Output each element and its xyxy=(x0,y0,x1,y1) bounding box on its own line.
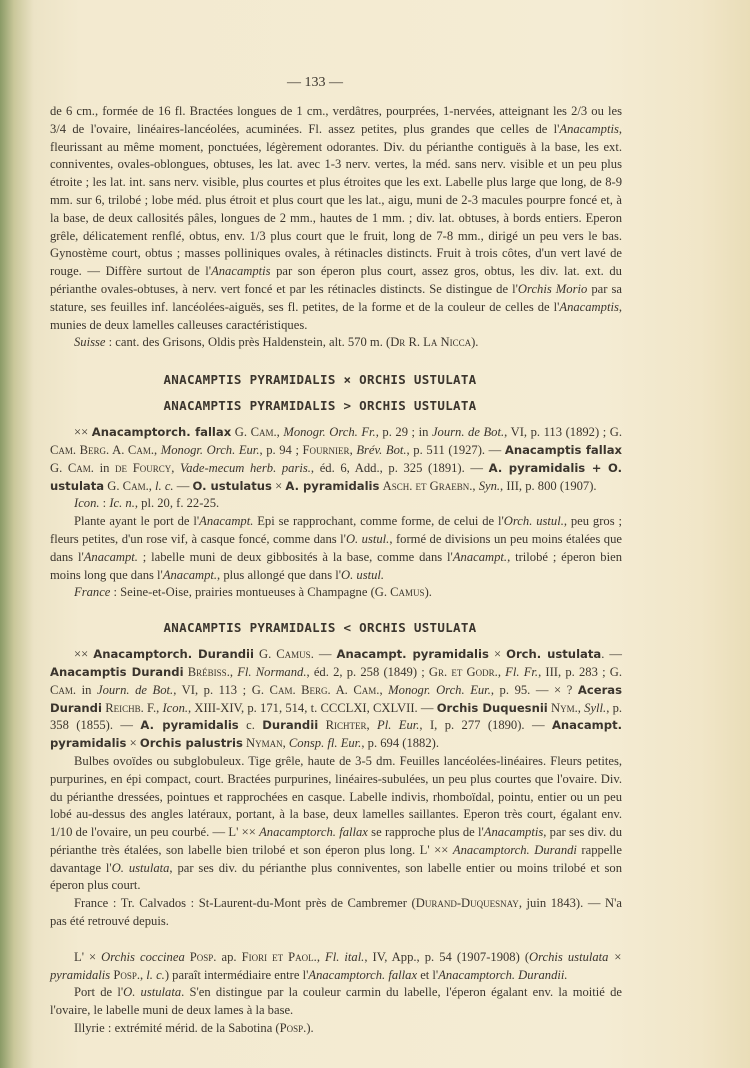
text-run: , formé de divisions un peu moins étalées que dans l' xyxy=(50,531,622,564)
text-run: , xyxy=(156,700,163,715)
paragraph xyxy=(50,334,622,352)
text-run: Port de l' xyxy=(74,985,124,1000)
paragraph xyxy=(50,584,622,602)
italic-text: Brév. Bot. xyxy=(356,442,407,457)
heading-hybrid: ANACAMPTIS PYRAMIDALIS × ORCHIS USTULATA xyxy=(163,372,477,388)
italic-text: Vade-mecum herb. paris. xyxy=(180,460,311,475)
paragraph xyxy=(50,646,622,753)
italic-text: Journ. de Bot. xyxy=(431,425,505,440)
italic-text: Anacamptorch. Durandi xyxy=(452,842,577,857)
italic-text: Anacamptorch. Durandii. xyxy=(438,967,568,982)
author-name: Cam. xyxy=(122,478,149,493)
text-run: se rapproche plus de l' xyxy=(367,825,484,840)
text-run: , IV, App., p. 54 (1907-1908) ( xyxy=(364,949,530,964)
italic-text: Orchis Morio xyxy=(517,281,588,296)
section-fallax xyxy=(50,424,622,602)
italic-text: Anacampt. xyxy=(162,567,218,582)
text-run: de 6 cm., formée de 16 fl. Bractées longues de 1 cm., verdâtres, pourprées, 1-nervées, atteignant les 2/3 ou les 3/4 de l'ovaire, linéaires-lancéolées, acuminées. Fl. assez petites, plus grandes que celles de l' xyxy=(50,104,622,136)
text-run: , xyxy=(349,442,357,457)
italic-text: Syll. xyxy=(584,700,607,715)
text-run: , fleurissant au même moment, ponctuées, légèrement odorantes. Div. du périanthe contiguës à la base, les ext. conniventes, ovales-oblongues, obtuses, les lat. avec 1-3 nerv. vertes, la méd. sans nerv. visible et un peu plus étroite ; les lat. int. sans nerv. visible, plus courtes et plus étroites que les ext. Labelle plus large que long, de 8-9 mm. sur 6, trilobé ; lobe méd. plus étroit et plus court que les lat., aigu, muni de 2-3 macules pourpre foncé et, à la base, de deux callosités pâles, longues de 2 mm., hautes de 1 mm. ; div. lat. obtuses, à bords entiers. Eperon grêle, délicatement renflé, obtus, env. 1/3 plus court que le fruit, long de 7-8 mm., dirigé un peu vers le bas. Gynostème court, obtus ; masses polliniques ovales, à rétinacles distincts. Fruit à trois côtes, d'un vert lavé de rouge. — Diffère surtout de l' xyxy=(50,121,622,279)
text-run: , XIII-XIV, p. 171, 514, t. CCCLXI, CXLVII. — xyxy=(188,700,437,715)
italic-text: France xyxy=(74,585,111,600)
text-run: × xyxy=(126,736,140,751)
text-run: et l' xyxy=(417,967,439,982)
text-run: Illyrie : extrémité mérid. de la Sabotina ( xyxy=(74,1021,280,1036)
author-name: Gr. et Godr. xyxy=(428,664,498,679)
text-run: Bulbes ovoïdes ou subglobuleux. Tige grêle, haute de 3-5 dm. Feuilles lancéolées-linéaires. Fleurs petites, purpurines, en épi compact, court. Bractées purpurines, linéaires-subulées, un peu plus courtes que l'ovaire. Div. du périanthe dressées, pointues et rapprochées en casque. Labelle indivis, rhomboïdal, pointu, entier ou un peu lobé au-dessus des angles latéraux, portant, à la base, deux lamelles saillantes. Eperon très court, égalant env. 1/10 de l'ovaire, un peu courbé. — L' ×× xyxy=(50,753,622,840)
italic-text: Monogr. Orch. Eur. xyxy=(388,682,491,697)
section-coccinea xyxy=(50,949,622,1038)
author-name: Camus xyxy=(276,647,311,662)
taxon-name: Anacamptis fallax xyxy=(504,442,623,457)
text-run: , III, p. 283 ; G. xyxy=(538,664,623,679)
text-run: , VI, p. 113 ; G. xyxy=(173,682,270,697)
taxon-name: Aceras Durandi xyxy=(50,682,623,715)
italic-text: Anacamptorch. fallax xyxy=(308,967,418,982)
section-durandii xyxy=(50,646,622,931)
text-run: , p. 94 ; xyxy=(259,442,303,457)
text-run: × xyxy=(271,478,286,493)
text-run: , pl. 20, f. 22-25. xyxy=(134,496,220,511)
author-name: Posp. xyxy=(113,967,140,982)
text-run: ; labelle muni de deux gibbosités à la base, comme dans l' xyxy=(137,549,453,564)
text-run: France : Tr. Calvados : St-Laurent-du-Mont près de Cambremer ( xyxy=(74,896,416,911)
text-run: , juin 1843). — N'a pas été retrouvé depuis. xyxy=(50,896,622,929)
text-run: G. xyxy=(104,478,123,493)
text-run: — xyxy=(173,478,193,493)
text-run: , p. 694 (1882). xyxy=(361,736,439,751)
paragraph xyxy=(50,753,622,895)
italic-text: Suisse xyxy=(74,335,106,350)
italic-text: Syn. xyxy=(478,478,501,493)
author-name: Brébiss. xyxy=(187,664,230,679)
paragraph xyxy=(50,495,622,513)
taxon-name: Orchis Duquesnii xyxy=(436,700,548,715)
author-name: Posp. xyxy=(279,1021,307,1036)
text-run: , xyxy=(472,478,479,493)
text-run: par sa stature, ses feuilles inf. lancéolées-aiguës, ses fl. petites, de la forme et de la couleur de celles de l' xyxy=(50,281,623,314)
section-continuation xyxy=(50,103,622,352)
text-run: G. xyxy=(253,647,277,662)
text-run: ) paraît intermédiaire entre l' xyxy=(164,967,309,982)
taxon-name: Orchis palustris xyxy=(139,736,243,751)
text-run: , xyxy=(171,460,180,475)
taxon-name: Orch. ustulata xyxy=(506,647,602,662)
text-run: ). xyxy=(424,585,432,600)
author-name: Cam. xyxy=(50,682,77,697)
author-name: Durand-Duquesnay xyxy=(415,896,519,911)
text-run: ap. xyxy=(216,949,242,964)
author-name: Camus xyxy=(390,585,425,600)
text-run: . — xyxy=(601,647,623,662)
author-name: Nyman xyxy=(246,736,283,751)
paragraph xyxy=(50,949,622,985)
italic-text: Anacampt. xyxy=(83,549,138,564)
author-name: Posp. xyxy=(189,949,217,964)
italic-text: O. ustulata xyxy=(111,860,170,875)
text-run: L' × xyxy=(74,949,102,964)
text-run: , plus allongé que dans l' xyxy=(217,567,342,582)
text-run: G. xyxy=(231,425,251,440)
page-number: — 133 — xyxy=(287,75,343,90)
author-name: Cam. Berg. A. Cam. xyxy=(269,682,380,697)
text-run: , xyxy=(148,478,156,493)
text-run: Epi se rapprochant, comme forme, de celui de l' xyxy=(253,514,504,529)
text-run: : xyxy=(99,496,110,511)
author-name: Dr R. La Nicca xyxy=(390,335,472,350)
taxon-name: O. ustulatus xyxy=(192,478,272,493)
taxon-name: Anacampt. pyramidalis xyxy=(336,647,489,662)
paragraph xyxy=(50,1020,622,1038)
author-name: Fiori et Paol. xyxy=(241,949,317,964)
text-run: , par ses div. du périanthe très étalées, son labelle bien trilobé et son éperon plus long. L' ×× xyxy=(50,825,622,857)
text-run: , munies de deux lamelles calleuses caractéristiques. xyxy=(50,299,622,332)
author-name: Fournier xyxy=(302,442,350,457)
italic-text: O. ustul. xyxy=(345,531,390,546)
text-run: , p. 358 (1855). — xyxy=(50,700,623,733)
taxon-name: Anacamptis Durandi xyxy=(50,664,184,679)
taxon-name: A. pyramidalis xyxy=(140,718,239,733)
text-run: c. xyxy=(238,718,263,733)
text-run: , xyxy=(140,967,147,982)
text-run: . S'en distingue par la couleur carmin du labelle, l'éperon égalant env. la moitié de l'ovaire, le labelle muni de deux lames à la base. xyxy=(50,985,622,1018)
text-run: , peu gros ; fleurs petites, d'un rose vif, à casque foncé, comme dans l' xyxy=(50,514,622,546)
author-name: Reichb. F. xyxy=(105,700,157,715)
text-run: ). xyxy=(471,335,479,350)
paragraph xyxy=(50,984,622,1020)
taxon-name: Anacamptorch. Durandii xyxy=(93,647,254,662)
text-run: : Seine-et-Oise, prairies montueuses à Champagne (G. xyxy=(110,585,391,600)
paragraph xyxy=(50,513,622,584)
text-run: , p. 511 (1927). — xyxy=(406,442,505,457)
italic-text: Journ. de Bot. xyxy=(97,682,174,697)
italic-text: O. ustul. xyxy=(341,567,385,582)
text-run: : cant. des Grisons, Oldis près Haldenstein, alt. 570 m. ( xyxy=(105,335,391,350)
italic-text: l. c. xyxy=(146,967,165,982)
italic-text: Pl. Eur. xyxy=(377,718,420,733)
text-run: , xyxy=(276,425,284,440)
italic-text: Icon. xyxy=(74,496,100,511)
italic-text: Anacamptis xyxy=(559,121,619,136)
author-name: Richter xyxy=(325,718,367,733)
italic-text: Fl. ital. xyxy=(325,949,365,964)
text-run: , éd. 6, Add., p. 325 (1891). — xyxy=(310,460,489,475)
text-run: , xyxy=(497,664,506,679)
text-run: × xyxy=(488,647,507,662)
text-run: , trilobé ; éperon bien moins long que dans l' xyxy=(50,549,622,582)
text-run: , xyxy=(366,718,378,733)
taxon-name: Anacampt. pyramidalis xyxy=(50,718,623,751)
italic-text: Consp. fl. Eur. xyxy=(288,736,362,751)
taxon-name: Durandii xyxy=(262,718,319,733)
paragraph xyxy=(50,103,622,334)
heading-hybrid-greater: ANACAMPTIS PYRAMIDALIS > ORCHIS USTULATA xyxy=(163,398,477,414)
text-run: , xyxy=(577,700,585,715)
text-run: , éd. 2, p. 258 (1849) ; xyxy=(306,664,429,679)
taxon-name: Anacamptorch. fallax xyxy=(91,425,232,440)
italic-text: Ic. n. xyxy=(109,496,135,511)
italic-text: Anacamptorch. fallax xyxy=(259,825,368,840)
author-name: Nym. xyxy=(551,700,578,715)
text-run: , III, p. 800 (1907). xyxy=(500,478,597,493)
paragraph xyxy=(50,895,622,931)
text-run: , I, p. 277 (1890). — xyxy=(419,718,552,733)
italic-text: Orchis coccinea xyxy=(101,949,185,964)
text-run: in xyxy=(93,460,116,475)
italic-text: Fl. Fr. xyxy=(505,664,539,679)
text-run: , VI, p. 113 (1892) ; G. xyxy=(504,425,623,440)
italic-text: Monogr. Orch. Fr. xyxy=(283,425,376,440)
italic-text: Monogr. Orch. Eur. xyxy=(160,442,260,457)
author-name: Cam. Berg. A. Cam. xyxy=(50,442,154,457)
text-run: , xyxy=(282,736,289,751)
text-run: Plante ayant le port de l' xyxy=(74,514,200,529)
text-run: , xyxy=(379,682,389,697)
author-name: de Fourcy xyxy=(115,460,172,475)
italic-text: Anacamptis xyxy=(559,299,619,314)
italic-text: Fl. Normand. xyxy=(237,664,307,679)
italic-text: O. ustulata xyxy=(123,985,182,1000)
text-run: , p. 95. — × ? xyxy=(490,682,578,697)
italic-text: Orchis ustulata × pyramidalis xyxy=(50,949,622,982)
text-run: G. xyxy=(50,460,68,475)
text-run: , xyxy=(316,949,326,964)
text-run: rappelle davantage l' xyxy=(50,842,622,875)
text-run: , xyxy=(229,664,238,679)
taxon-name: A. pyramidalis + O. ustulata xyxy=(50,460,622,493)
taxon-name: A. pyramidalis xyxy=(285,478,380,493)
text-run: , par ses div. du périanthe plus conniventes, son labelle entier ou moins trilobé et son éperon plus court. xyxy=(50,860,622,893)
italic-text: Orch. ustul. xyxy=(503,514,564,529)
author-name: Cam. xyxy=(67,460,94,475)
italic-text: Anacamptis xyxy=(211,264,271,279)
text-run: in xyxy=(76,682,97,697)
italic-text: l. c. xyxy=(155,478,174,493)
author-name: Asch. et Graebn. xyxy=(382,478,473,493)
text-run: . — xyxy=(310,647,337,662)
paragraph xyxy=(50,424,622,495)
italic-text: Anacampt. xyxy=(199,514,254,529)
text-run: ). xyxy=(306,1021,314,1036)
text-run: par son éperon plus court, assez gros, obtus, les div. lat. ext. du périanthe ovales-obtuses, à nerv. vert foncé et par les rétinacles distincts. Se distingue de l' xyxy=(50,264,622,296)
text-run: , xyxy=(153,442,161,457)
text-run: ×× xyxy=(74,425,92,440)
text-run xyxy=(318,718,325,732)
italic-text: Anacamptis xyxy=(483,825,544,840)
text-run: , p. 29 ; in xyxy=(375,425,432,440)
italic-text: Icon. xyxy=(162,700,189,715)
italic-text: Anacampt. xyxy=(452,549,508,564)
author-name: Cam. xyxy=(250,425,277,440)
text-run: ×× xyxy=(74,647,94,662)
heading-hybrid-lesser: ANACAMPTIS PYRAMIDALIS < ORCHIS USTULATA xyxy=(163,620,477,636)
